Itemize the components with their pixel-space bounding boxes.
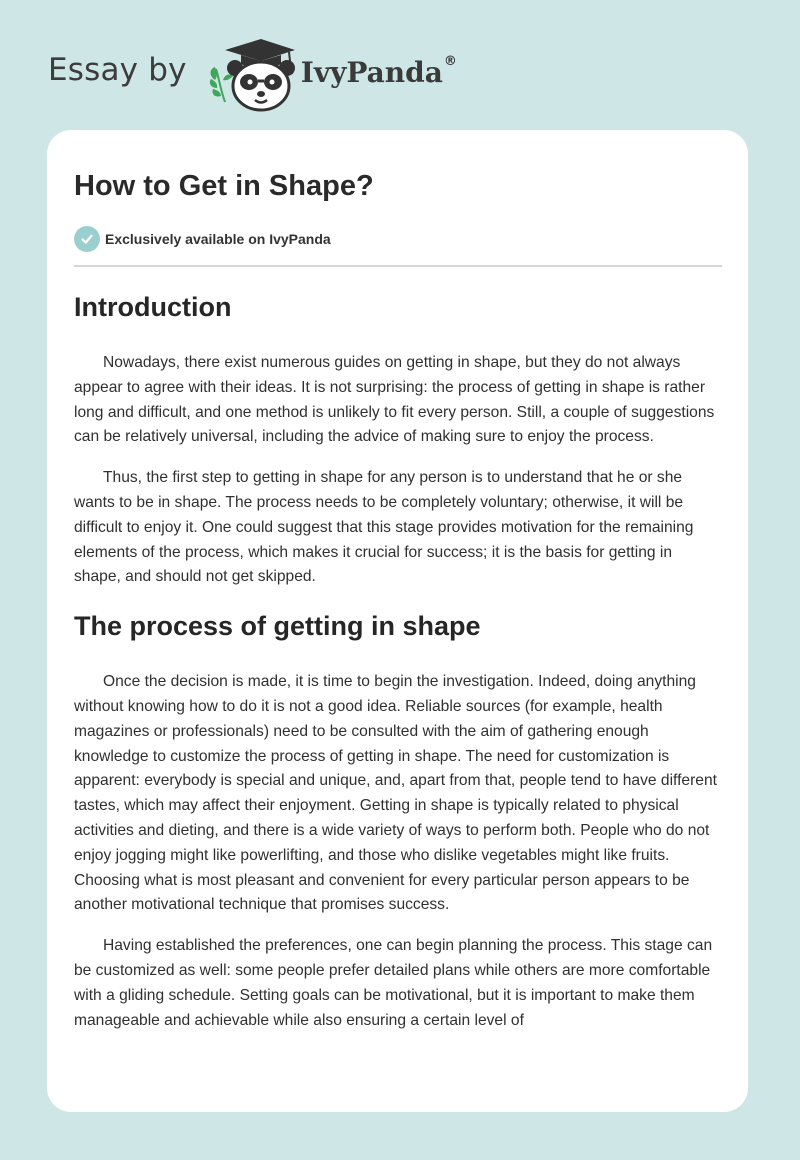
essay-title: How to Get in Shape? — [74, 170, 374, 202]
ivypanda-logo-icon — [205, 36, 297, 112]
registered-mark: ® — [443, 54, 457, 70]
paragraph: Nowadays, there exist numerous guides on getting in shape, but they do not always appear to agree with their ideas. It is not surprising: the process of getting in shape is rather long and difficult, and one method is unlikely to fit every person. Still, a couple of suggestions can be relatively universal, including the advice of making sure to enjoy the process. — [74, 354, 715, 446]
section-process — [74, 609, 722, 1033]
exclusive-badge — [74, 226, 722, 252]
badge-text: Exclusively available on IvyPanda — [105, 231, 331, 247]
brand-name: IvyPanda® — [300, 54, 457, 89]
section-introduction — [74, 290, 722, 590]
site-header — [48, 36, 457, 112]
section-heading: The process of getting in shape — [74, 611, 481, 642]
paragraph: Thus, the first step to getting in shape for any person is to understand that he or she wants to be in shape. The process needs to be completely voluntary; otherwise, it will be difficult to enjoy it. One could suggest that this stage provides motivation for the remaining elements of the process, which makes it crucial for success; it is the basis for getting in shape, and should not get skipped. — [74, 469, 694, 586]
section-heading: Introduction — [74, 292, 232, 322]
brand-prefix: Essay by — [48, 52, 187, 88]
paragraph: Once the decision is made, it is time to begin the investigation. Indeed, doing anything without knowing how to do it is not a good idea. Reliable sources (for example, health magazines or professionals) need to be consulted with the aim of gathering enough knowledge to customize the process of getting in shape. The need for customization is apparent: everybody is special and unique, and, apart from that, people tend to have different tastes, which may affect their enjoyment. Getting in shape is typically related to physical activities and dieting, and there is a wide variety of ways to perform both. People who do not enjoy jogging might like powerlifting, and those who dislike vegetables might like fruits. Choosing what is most pleasant and convenient for every particular person appears to be another motivational technique that promises success. — [74, 673, 717, 914]
check-icon — [74, 226, 100, 252]
essay-card — [47, 130, 748, 1112]
paragraph: Having established the preferences, one can begin planning the process. This stage can be customized as well: some people prefer detailed plans while others are more comfortable with a gliding schedule. Setting goals can be motivational, but it is important to make them manageable and achievable while also ensuring a certain level of — [74, 937, 713, 1029]
divider — [74, 265, 722, 267]
